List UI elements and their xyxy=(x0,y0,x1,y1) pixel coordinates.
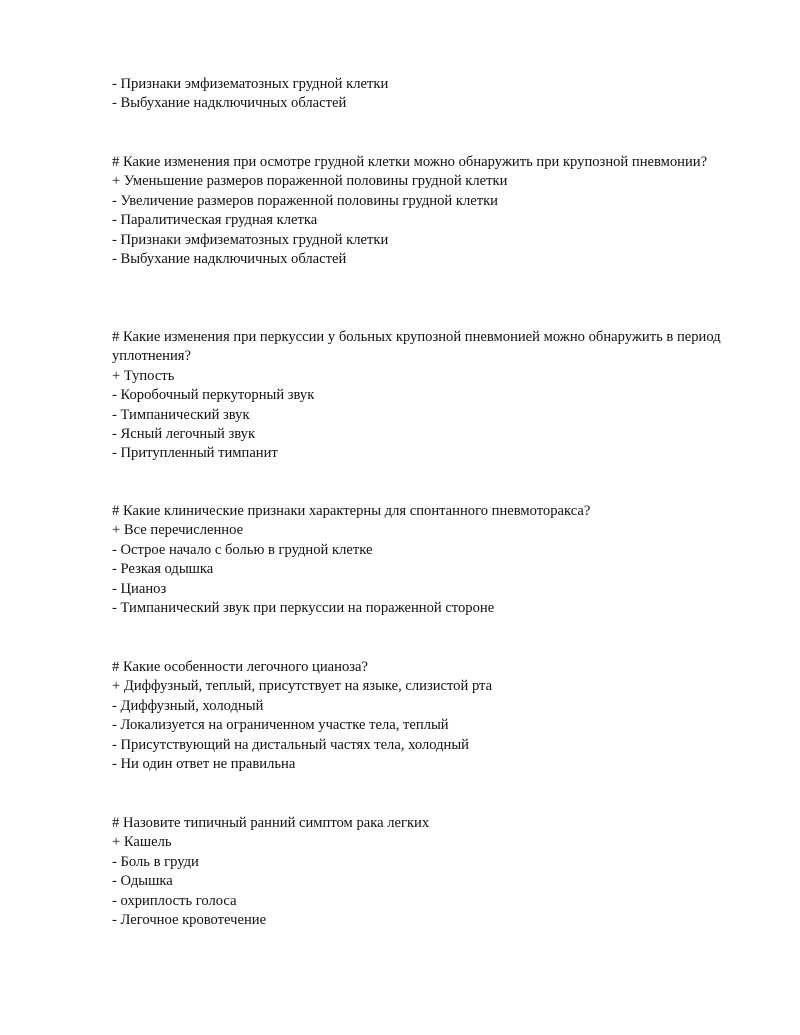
question-block xyxy=(112,328,752,464)
option-line: + Диффузный, теплый, присутствует на языке, слизистой рта xyxy=(112,678,493,695)
option-line: - Тимпанический звук при перкуссии на пораженной стороне xyxy=(112,600,495,617)
question-text: # Назовите типичный ранний симптом рака легких xyxy=(112,815,430,831)
option-line: - Признаки эмфизематозных грудной клетки xyxy=(112,76,389,92)
option-line: - Локализуется на ограниченном участке тела, теплый xyxy=(112,717,449,734)
option-line: - Увеличение размеров пораженной половины грудной клетки xyxy=(112,192,498,209)
option-line: - охриплость голоса xyxy=(112,892,237,909)
question-block xyxy=(112,658,752,774)
option-line: - Паралитическая грудная клетка xyxy=(112,212,318,229)
option-line: + Уменьшение размеров пораженной половины грудной клетки xyxy=(112,173,508,190)
option-line: - Диффузный, холодный xyxy=(112,697,264,714)
option-line: - Тимпанический звук xyxy=(112,406,250,423)
question-text: # Какие особенности легочного цианоза? xyxy=(112,659,368,675)
question-text: # Какие клинические признаки характерны для спонтанного пневмоторакса? xyxy=(112,503,591,519)
option-line: - Притупленный тимпанит xyxy=(112,445,278,462)
fragment-options xyxy=(112,75,752,114)
question-text: # Какие изменения при перкуссии у больных крупозной пневмонией можно обнаружить в период уплотнения? xyxy=(112,329,721,365)
question-text: # Какие изменения при осмотре грудной клетки можно обнаружить при крупозной пневмонии? xyxy=(112,154,708,170)
option-line: + Тупость xyxy=(112,367,175,384)
option-line: - Ясный легочный звук xyxy=(112,426,256,443)
option-line: - Ни один ответ не правильна xyxy=(112,756,296,773)
option-line: + Кашель xyxy=(112,834,172,851)
option-line: - Присутствующий на дистальный частях тела, холодный xyxy=(112,736,469,753)
question-block xyxy=(112,153,752,269)
option-line: - Цианоз xyxy=(112,580,167,597)
option-line: - Острое начало с болью в грудной клетке xyxy=(112,541,373,558)
question-block xyxy=(112,814,752,930)
option-line: - Одышка xyxy=(112,873,173,890)
option-line: - Выбухание надключичных областей xyxy=(112,251,347,268)
option-line: - Признаки эмфизематозных грудной клетки xyxy=(112,231,389,248)
option-line: - Легочное кровотечение xyxy=(112,912,267,929)
question-block xyxy=(112,502,752,618)
option-line: - Коробочный перкуторный звук xyxy=(112,387,315,404)
option-line: - Выбухание надключичных областей xyxy=(112,95,347,112)
option-line: - Резкая одышка xyxy=(112,561,214,578)
option-line: - Боль в груди xyxy=(112,853,199,870)
option-line: + Все перечисленное xyxy=(112,522,244,539)
